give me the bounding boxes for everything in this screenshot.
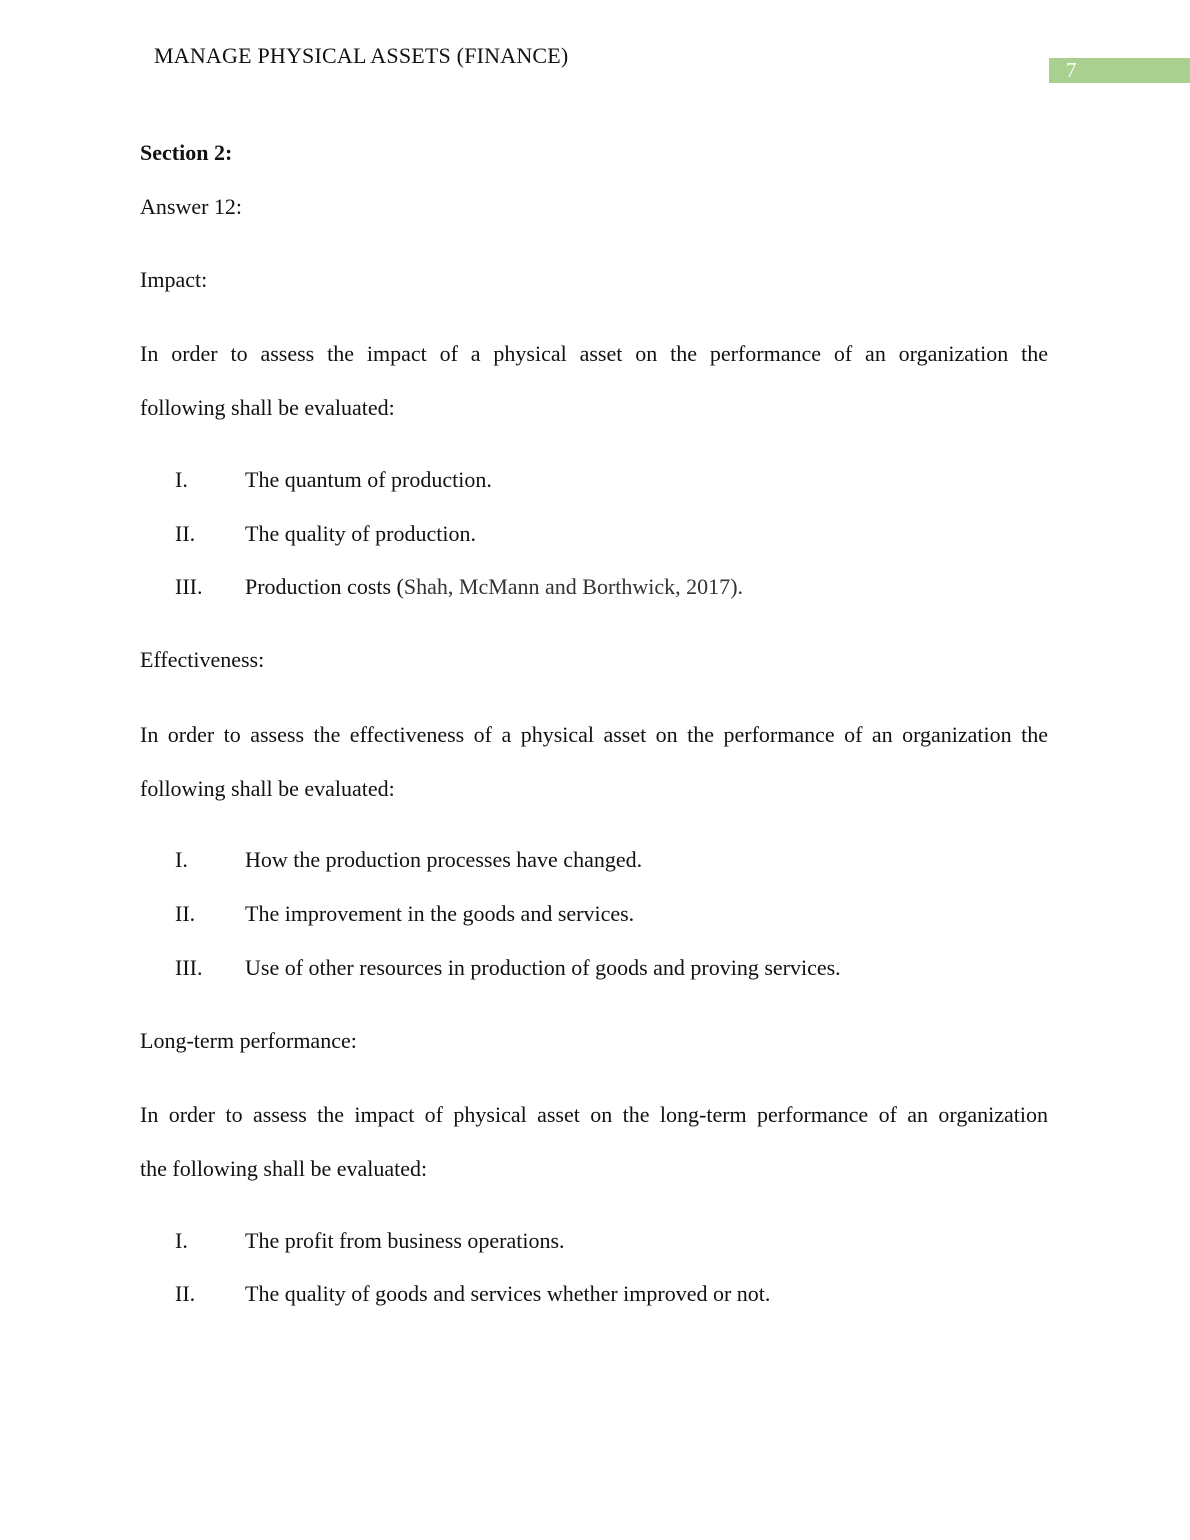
impact-paragraph-line-1: In order to assess the impact of a physical asset on the performance of an organization the [140,341,1048,366]
list-item [175,467,492,493]
list-item-number: III. [175,574,203,599]
impact-paragraph [140,327,1048,435]
effectiveness-heading: Effectiveness: [140,647,265,672]
list-item-number: II. [175,901,196,926]
running-header-title: MANAGE PHYSICAL ASSETS (FINANCE) [154,43,569,68]
list-item-text: The quantum of production. [245,467,492,492]
section-heading: Section 2: [140,140,233,165]
list-item [175,1228,565,1254]
long-term-paragraph-line-1: In order to assess the impact of physical asset on the long-term performance of an organization [140,1102,1048,1127]
answer-label: Answer 12: [140,194,243,219]
list-item [175,574,743,600]
list-item-number: II. [175,1281,196,1306]
list-item-text: How the production processes have changed. [245,847,643,872]
list-item-number: I. [175,1228,188,1253]
long-term-paragraph-line-2: the following shall be evaluated: [140,1156,428,1181]
effectiveness-paragraph-line-1: In order to assess the effectiveness of a physical asset on the performance of an organization the [140,722,1048,747]
list-item [175,1281,770,1307]
list-item [175,847,642,873]
list-item-number: III. [175,955,203,980]
list-item-number: II. [175,521,196,546]
page-number-badge [1049,58,1190,83]
effectiveness-paragraph [140,708,1048,816]
page-number: 7 [1066,58,1077,82]
list-item-number: I. [175,847,188,872]
list-item-text: Use of other resources in production of goods and proving services. [245,955,841,980]
list-item-text: The quality of goods and services whether improved or not. [245,1281,771,1306]
impact-heading: Impact: [140,267,208,292]
list-item-text: The quality of production. [245,521,476,546]
list-item [175,521,476,547]
citation-tail: ). [730,574,744,599]
list-item-text: Production costs ( [245,574,404,599]
list-item [175,901,634,927]
impact-paragraph-line-2: following shall be evaluated: [140,395,395,420]
list-item-number: I. [175,467,188,492]
citation: Shah, McMann and Borthwick, 2017 [403,574,731,599]
list-item [175,955,841,981]
long-term-heading: Long-term performance: [140,1028,357,1053]
list-item-text: The improvement in the goods and services. [245,901,635,926]
long-term-paragraph [140,1088,1048,1196]
list-item-text: The profit from business operations. [245,1228,565,1253]
effectiveness-paragraph-line-2: following shall be evaluated: [140,776,395,801]
